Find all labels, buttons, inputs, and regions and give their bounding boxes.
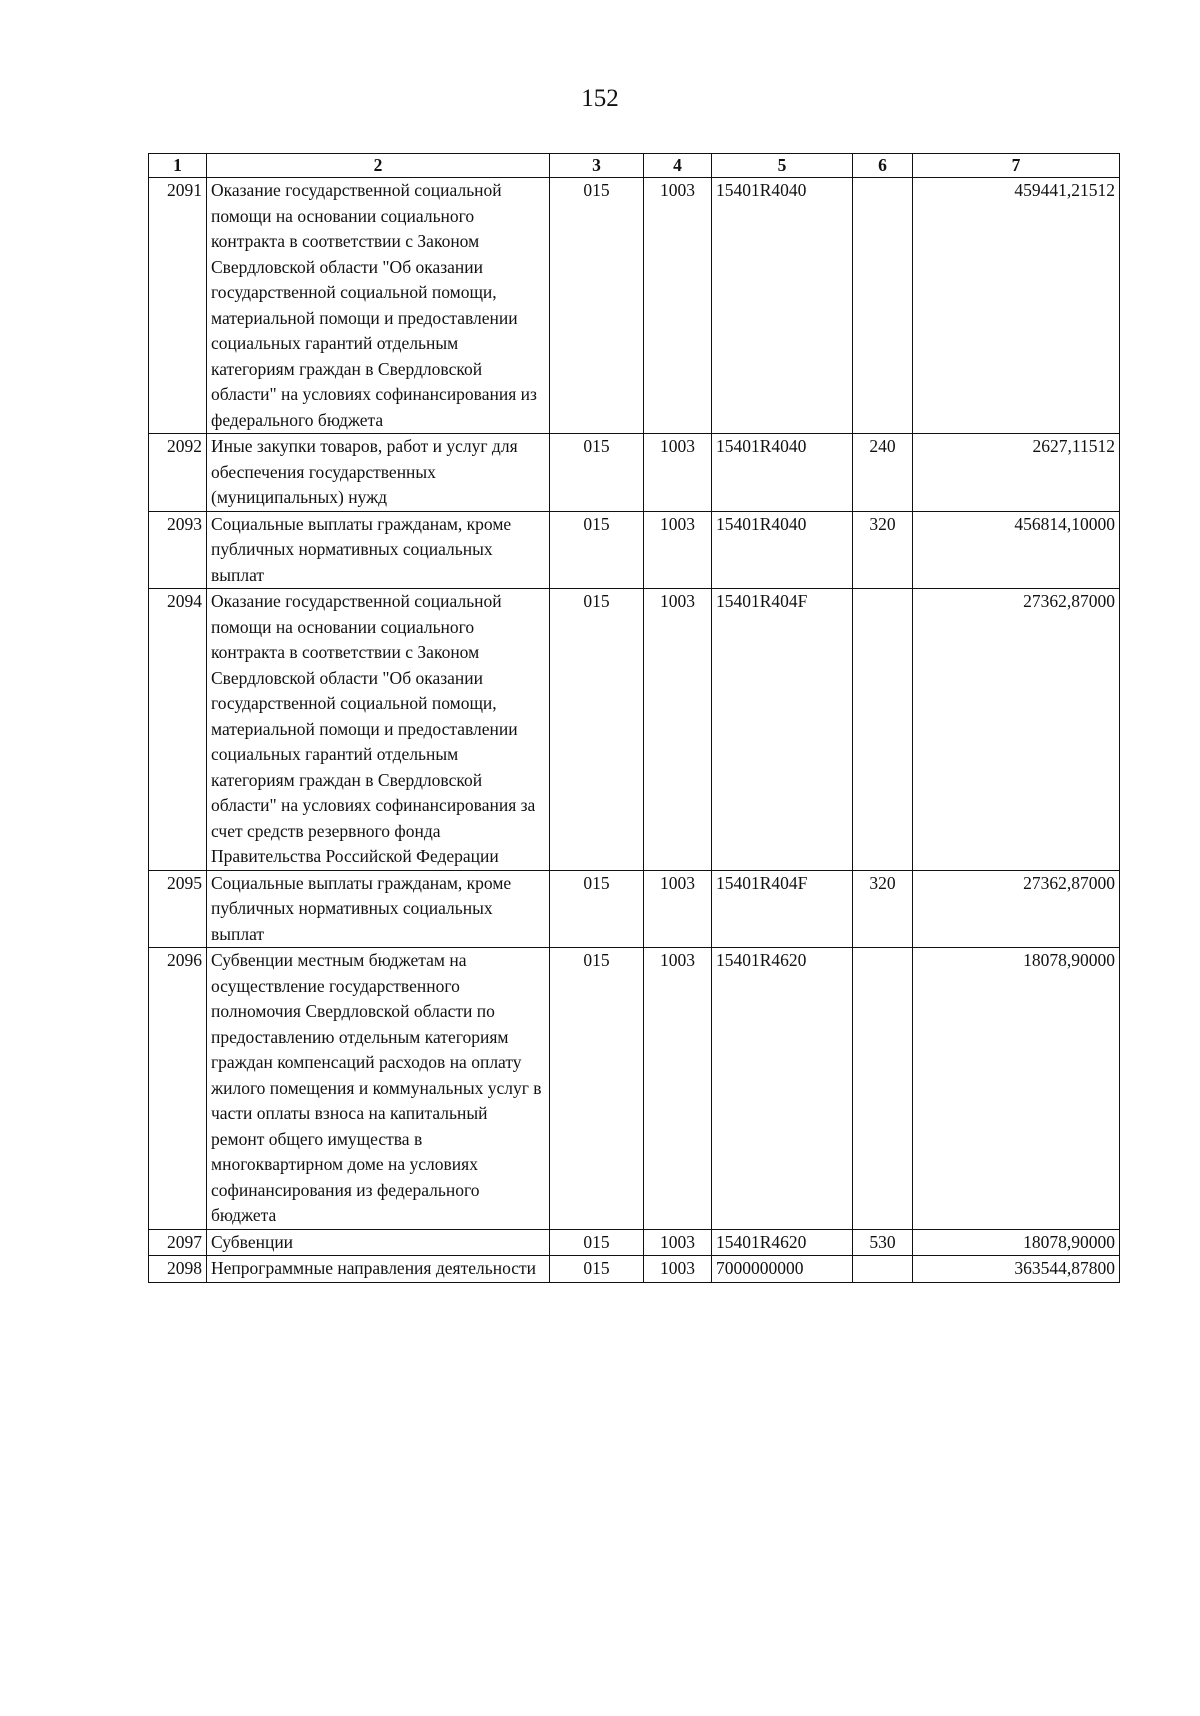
row-col-6: 320 xyxy=(853,511,913,589)
header-col-3: 3 xyxy=(550,154,644,178)
row-col-6 xyxy=(853,948,913,1230)
row-col-3: 015 xyxy=(550,948,644,1230)
row-col-3: 015 xyxy=(550,178,644,434)
header-col-1: 1 xyxy=(149,154,207,178)
row-col-5: 15401R4620 xyxy=(712,948,853,1230)
row-amount: 18078,90000 xyxy=(913,948,1120,1230)
table-row xyxy=(149,178,1120,434)
row-amount: 456814,10000 xyxy=(913,511,1120,589)
row-number: 2094 xyxy=(149,589,207,871)
row-col-3: 015 xyxy=(550,1229,644,1256)
row-amount: 18078,90000 xyxy=(913,1229,1120,1256)
header-col-5: 5 xyxy=(712,154,853,178)
row-amount: 363544,87800 xyxy=(913,1256,1120,1283)
row-number: 2093 xyxy=(149,511,207,589)
row-name: Оказание государственной социальной помощи на основании социального контракта в соответствии с Законом Свердловской области "Об оказании государственной социальной помощи, материальной помощи и предоставлении социальных гарантий отдельным категориям граждан в Свердловской области" на условиях софинансирования за счет средств резервного фонда Правительства Российской Федерации xyxy=(207,589,550,871)
row-col-3: 015 xyxy=(550,511,644,589)
row-name: Субвенции местным бюджетам на осуществление государственного полномочия Свердловской области по предоставлению отдельным категориям граждан компенсаций расходов на оплату жилого помещения и коммунальных услуг в части оплаты взноса на капитальный ремонт общего имущества в многоквартирном доме на условиях софинансирования из федерального бюджета xyxy=(207,948,550,1230)
row-col-4: 1003 xyxy=(644,1256,712,1283)
row-col-3: 015 xyxy=(550,434,644,512)
row-col-6 xyxy=(853,178,913,434)
page-number: 152 xyxy=(581,85,619,112)
row-col-6: 240 xyxy=(853,434,913,512)
row-col-5: 15401R404F xyxy=(712,870,853,948)
row-col-6 xyxy=(853,1256,913,1283)
row-amount: 27362,87000 xyxy=(913,589,1120,871)
row-col-3: 015 xyxy=(550,1256,644,1283)
row-col-4: 1003 xyxy=(644,948,712,1230)
row-col-4: 1003 xyxy=(644,589,712,871)
row-amount: 459441,21512 xyxy=(913,178,1120,434)
row-col-5: 15401R4040 xyxy=(712,511,853,589)
row-col-5: 7000000000 xyxy=(712,1256,853,1283)
row-col-6 xyxy=(853,589,913,871)
row-col-4: 1003 xyxy=(644,511,712,589)
row-col-4: 1003 xyxy=(644,178,712,434)
row-col-3: 015 xyxy=(550,870,644,948)
row-col-6: 320 xyxy=(853,870,913,948)
row-col-5: 15401R4040 xyxy=(712,434,853,512)
row-number: 2095 xyxy=(149,870,207,948)
row-name: Социальные выплаты гражданам, кроме публичных нормативных социальных выплат xyxy=(207,511,550,589)
row-number: 2096 xyxy=(149,948,207,1230)
row-number: 2097 xyxy=(149,1229,207,1256)
table-row xyxy=(149,511,1120,589)
row-col-5: 15401R4040 xyxy=(712,178,853,434)
row-name: Иные закупки товаров, работ и услуг для обеспечения государственных (муниципальных) нужд xyxy=(207,434,550,512)
header-col-7: 7 xyxy=(913,154,1120,178)
header-col-4: 4 xyxy=(644,154,712,178)
budget-table xyxy=(148,153,1120,1283)
row-col-6: 530 xyxy=(853,1229,913,1256)
row-number: 2092 xyxy=(149,434,207,512)
row-col-4: 1003 xyxy=(644,1229,712,1256)
header-col-6: 6 xyxy=(853,154,913,178)
header-col-2: 2 xyxy=(207,154,550,178)
row-col-5: 15401R404F xyxy=(712,589,853,871)
table-row xyxy=(149,948,1120,1230)
table-row xyxy=(149,1229,1120,1256)
row-amount: 27362,87000 xyxy=(913,870,1120,948)
row-number: 2098 xyxy=(149,1256,207,1283)
row-col-4: 1003 xyxy=(644,870,712,948)
row-name: Субвенции xyxy=(207,1229,550,1256)
table-row xyxy=(149,1256,1120,1283)
table-row xyxy=(149,589,1120,871)
table-row xyxy=(149,434,1120,512)
row-col-3: 015 xyxy=(550,589,644,871)
row-name: Оказание государственной социальной помощи на основании социального контракта в соответствии с Законом Свердловской области "Об оказании государственной социальной помощи, материальной помощи и предоставлении социальных гарантий отдельным категориям граждан в Свердловской области" на условиях софинансирования из федерального бюджета xyxy=(207,178,550,434)
table-header-row xyxy=(149,154,1120,178)
row-amount: 2627,11512 xyxy=(913,434,1120,512)
row-col-4: 1003 xyxy=(644,434,712,512)
row-name: Социальные выплаты гражданам, кроме публичных нормативных социальных выплат xyxy=(207,870,550,948)
row-col-5: 15401R4620 xyxy=(712,1229,853,1256)
table-row xyxy=(149,870,1120,948)
row-name: Непрограммные направления деятельности xyxy=(207,1256,550,1283)
row-number: 2091 xyxy=(149,178,207,434)
